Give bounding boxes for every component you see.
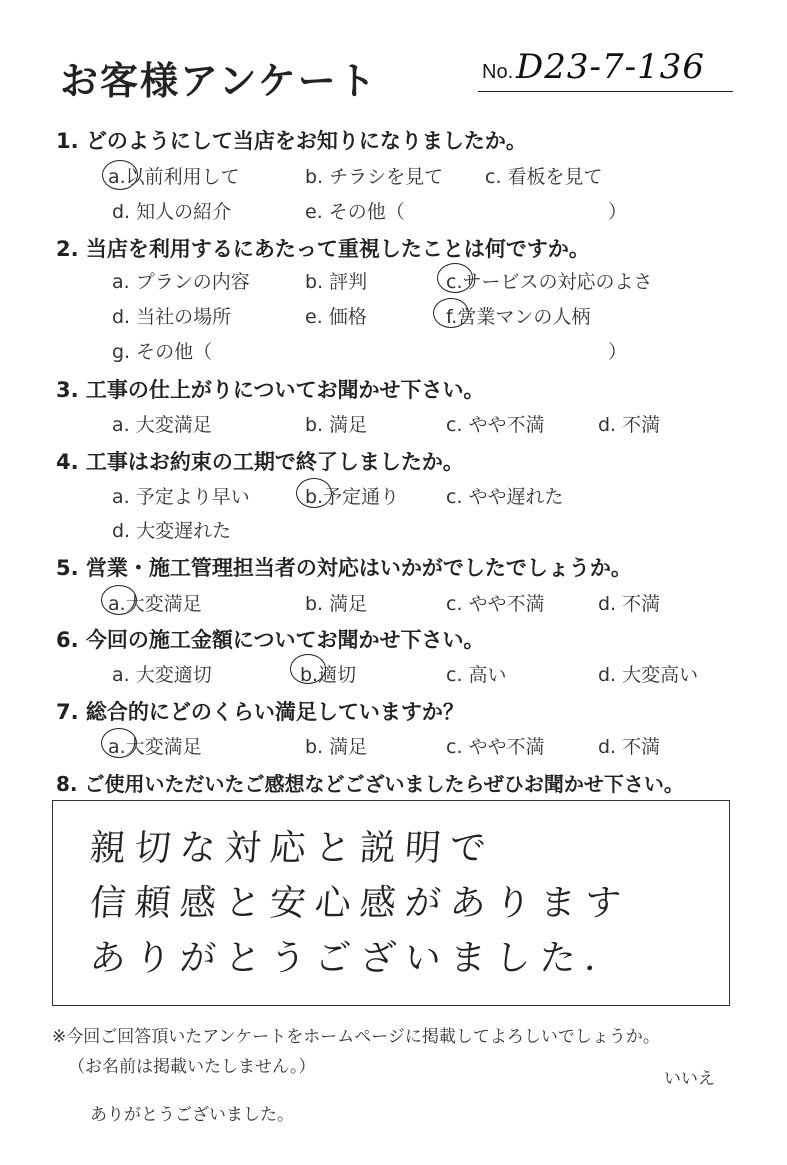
question-4: 4. 工事はお約束の工期で終了しましたか。 bbox=[56, 450, 464, 474]
q7-option-c[interactable]: c. やや不満 bbox=[446, 736, 545, 758]
q2-option-c[interactable]: c.サービスの対応のよさ bbox=[446, 271, 653, 293]
q5-option-d[interactable]: d. 不満 bbox=[598, 593, 661, 615]
survey-title: お客様アンケート bbox=[60, 59, 378, 103]
q1-option-e[interactable]: e. その他（ bbox=[305, 201, 405, 223]
q5-option-c[interactable]: c. やや不満 bbox=[446, 593, 545, 615]
q3-option-b[interactable]: b. 満足 bbox=[305, 414, 368, 436]
q1-option-d[interactable]: d. 知人の紹介 bbox=[112, 201, 232, 223]
q4-option-a[interactable]: a. 予定より早い bbox=[112, 486, 250, 508]
comment-line-1: 親切な対応と説明で bbox=[88, 828, 497, 869]
question-8: 8. ご使用いただいたご感想などございましたらぜひお聞かせ下さい。 bbox=[56, 772, 684, 796]
q7-option-a[interactable]: a.大変満足 bbox=[108, 736, 202, 758]
document-number-value: D23-7-136 bbox=[516, 47, 706, 87]
q1-option-e-close: ） bbox=[608, 201, 628, 223]
question-7: 7. 総合的にどのくらい満足していますか？ bbox=[56, 700, 464, 724]
question-2: 2. 当店を利用するにあたって重視したことは何ですか。 bbox=[56, 237, 590, 261]
document-number-field bbox=[478, 47, 733, 92]
q3-option-d[interactable]: d. 不満 bbox=[598, 414, 661, 436]
q6-option-a[interactable]: a. 大変適切 bbox=[112, 664, 212, 686]
q3-option-a[interactable]: a. 大変満足 bbox=[112, 414, 212, 436]
q1-option-b[interactable]: b. チラシを見て bbox=[305, 166, 444, 188]
q6-option-c[interactable]: c. 高い bbox=[446, 664, 507, 686]
publish-consent-notice: ※今回ご回答頂いたアンケートをホームページに掲載してよろしいでしょうか。 bbox=[52, 1027, 660, 1047]
q2-option-d[interactable]: d. 当社の場所 bbox=[112, 306, 232, 328]
question-6: 6. 今回の施工金額についてお聞かせ下さい。 bbox=[56, 628, 485, 652]
q1-option-a[interactable]: a.以前利用して bbox=[108, 166, 240, 188]
q2-option-f[interactable]: f.営業マンの人柄 bbox=[446, 306, 591, 328]
q6-option-b[interactable]: b.適切 bbox=[300, 664, 357, 686]
q2-option-g-close: ） bbox=[608, 341, 628, 363]
q7-option-d[interactable]: d. 不満 bbox=[598, 736, 661, 758]
q7-option-b[interactable]: b. 満足 bbox=[305, 736, 368, 758]
q2-option-a[interactable]: a. プランの内容 bbox=[112, 271, 250, 293]
question-5: 5. 営業・施工管理担当者の対応はいかがでしたでしょうか。 bbox=[56, 556, 632, 580]
publish-consent-answer[interactable]: いいえ bbox=[664, 1069, 715, 1089]
question-3: 3. 工事の仕上がりについてお聞かせ下さい。 bbox=[56, 378, 485, 402]
q2-option-g[interactable]: g. その他（ bbox=[112, 341, 213, 363]
q5-option-a[interactable]: a.大変満足 bbox=[108, 593, 202, 615]
closing-thanks: ありがとうございました。 bbox=[90, 1105, 294, 1125]
publish-consent-subnote: （お名前は掲載いたしません。） bbox=[68, 1057, 316, 1077]
document-number-label: No. bbox=[482, 61, 514, 83]
comment-line-3: ありがとうございました． bbox=[88, 938, 632, 979]
question-1: 1. どのようにして当店をお知りになりましたか。 bbox=[56, 129, 527, 153]
q6-option-d[interactable]: d. 大変高い bbox=[598, 664, 699, 686]
q2-option-b[interactable]: b. 評判 bbox=[305, 271, 368, 293]
q4-option-b[interactable]: b.予定通り bbox=[305, 486, 400, 508]
q4-option-c[interactable]: c. やや遅れた bbox=[446, 486, 564, 508]
q3-option-c[interactable]: c. やや不満 bbox=[446, 414, 545, 436]
q5-option-b[interactable]: b. 満足 bbox=[305, 593, 368, 615]
q2-option-e[interactable]: e. 価格 bbox=[305, 306, 367, 328]
comment-line-2: 信頼感と安心感があります bbox=[88, 883, 632, 924]
q1-option-c[interactable]: c. 看板を見て bbox=[485, 166, 603, 188]
q4-option-d[interactable]: d. 大変遅れた bbox=[112, 520, 232, 542]
